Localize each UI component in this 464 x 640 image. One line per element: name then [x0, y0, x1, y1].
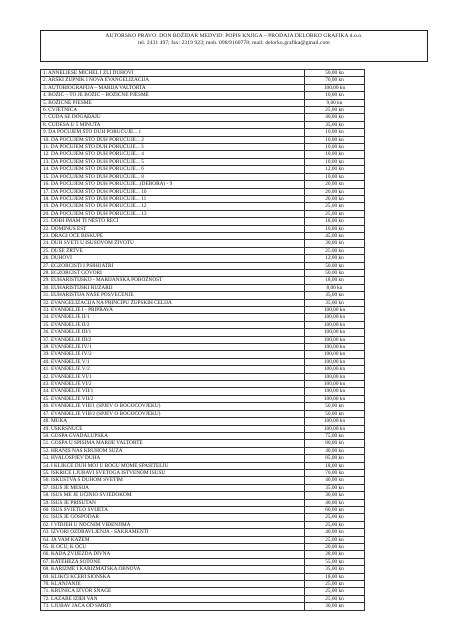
book-price: 100,00 kn	[305, 418, 365, 425]
book-price: 40,00 kn	[305, 447, 365, 454]
book-title: 16. DA POČUJEM ŠTO DUH PORUČUJE...(DEBORA) - 9	[41, 181, 305, 188]
book-title: 12. DA POČUJEM ŠTO DUH PORUČUJE... 4	[41, 151, 305, 158]
book-title: 38. EVANĐELJE IV/1	[41, 344, 305, 351]
book-price: 20,00 kn	[305, 188, 365, 195]
book-price: 25,00 kn	[305, 588, 365, 595]
book-price: 100,00 kn	[305, 373, 365, 380]
table-row	[41, 366, 365, 373]
table-row	[41, 455, 365, 462]
book-price: 55,00 kn	[305, 558, 365, 565]
book-price: 70,00 kn	[305, 77, 365, 84]
book-price: 100,00 kn	[305, 366, 365, 373]
book-title: 36. EVANĐELJE III/1	[41, 329, 305, 336]
book-title: 42. EVANĐELJE VI/1	[41, 373, 305, 380]
book-price: 16,00 kn	[305, 225, 365, 232]
table-row	[41, 321, 365, 328]
table-row	[41, 329, 365, 336]
book-title: 64. JA VAM KAŽEM	[41, 536, 305, 543]
book-price: 45,00 kn	[305, 232, 365, 239]
book-title: 72. LAZARE IZIĐI VAN	[41, 595, 305, 602]
book-title: 6. CVJETNICA	[41, 107, 305, 114]
book-title: 67. KATEHEZA SOTONE	[41, 558, 305, 565]
book-title: 52. HRANIŠ NAS KRUHOM SUZA	[41, 447, 305, 454]
book-title: 18. DA POČUJEM ŠTO DUH PORUČUJE... 11	[41, 195, 305, 202]
table-row	[41, 129, 365, 136]
book-price: 10,00 kn	[305, 92, 365, 99]
table-row	[41, 181, 365, 188]
table-row	[41, 477, 365, 484]
table-row	[41, 595, 365, 602]
table-row	[41, 210, 365, 217]
book-title: 53. HVALOSPJEV DUHA	[41, 455, 305, 462]
book-price: 20,00 kn	[305, 181, 365, 188]
book-price: 100,00 kn	[305, 84, 365, 91]
book-price: 100,00 kn	[305, 321, 365, 328]
book-price: 30,00 kn	[305, 603, 365, 610]
table-row	[41, 255, 365, 262]
book-title: 34. EVANĐELJE II/1	[41, 314, 305, 321]
book-price: 35,00 kn	[305, 292, 365, 299]
book-price: 25,00 kn	[305, 247, 365, 254]
book-title: 73. LJUBAV JAČA OD SMRTI	[41, 603, 305, 610]
book-price: 100,00 kn	[305, 425, 365, 432]
book-title: 32. EVANGELIZACIJA NA PRINCIPU ŽUPSKIH ĆELIJA	[41, 299, 305, 306]
table-row	[41, 395, 365, 402]
book-title: 35. EVANĐELJE II/2	[41, 321, 305, 328]
table-row	[41, 566, 365, 573]
book-price: 75,00 kn	[305, 432, 365, 439]
book-title: 46. EVANĐELJE VIII/1 (SPJEV O BOGOČOVJEKU)	[41, 403, 305, 410]
table-row	[41, 492, 365, 499]
table-row	[41, 240, 365, 247]
table-row	[41, 573, 365, 580]
book-title: 17. DA POČUJEM ŠTO DUH PORUČUJE... 10	[41, 188, 305, 195]
book-title: 4. BOŽIĆ – TO JE BOŽIĆ – BOŽIĆNE PJESME	[41, 92, 305, 99]
table-row	[41, 225, 365, 232]
book-price: 10,00 kn	[305, 129, 365, 136]
book-title: 33. EVANĐELJE I - PRIPRAVA	[41, 307, 305, 314]
book-price: 100,00 kn	[305, 395, 365, 402]
book-title: 1. ANNELIESE MICHEL I ZLI DUHOVI	[41, 70, 305, 77]
book-price: 25,00 kn	[305, 521, 365, 528]
book-title: 71. KRUNICA IZVOR SNAGE	[41, 588, 305, 595]
book-price: 70,00 kn	[305, 469, 365, 476]
header-contact-line: tel. 2431 497; fax: 2319 923; mob. 098/9160778; mail: delorko.grafika@gmail.com	[138, 40, 330, 47]
book-title: 59. ISUS JE PRISUTAN	[41, 499, 305, 506]
table-row	[41, 218, 365, 225]
book-title: 8. ČUDESA U 5 MINUTA	[41, 121, 305, 128]
table-row	[41, 469, 365, 476]
book-title: 5. BOŽIĆNE PJESME	[41, 99, 305, 106]
book-price: 25,00 kn	[305, 536, 365, 543]
table-row	[41, 84, 365, 91]
table-row	[41, 151, 365, 158]
book-price: 25,00 kn	[305, 514, 365, 521]
book-price: 100,00 kn	[305, 307, 365, 314]
table-row	[41, 292, 365, 299]
book-price: 100,00 kn	[305, 314, 365, 321]
book-price: 40,00 kn	[305, 499, 365, 506]
table-row	[41, 440, 365, 447]
book-price: 25,00 kn	[305, 595, 365, 602]
table-row	[41, 603, 365, 610]
book-title: 29. EUHARISTIJSKO - MARIJANSKA POBOŽNOST	[41, 277, 305, 284]
table-row	[41, 410, 365, 417]
book-price: 10,00 kn	[305, 158, 365, 165]
table-row	[41, 107, 365, 114]
book-title: 56. ISKUSTVA S DUHOM SVETIM	[41, 477, 305, 484]
book-title: 62. I VIDJEH U NOĆNIM VIĐENJIMA	[41, 521, 305, 528]
book-price: 20,00 kn	[305, 195, 365, 202]
book-title: 20. DA POČUJEM ŠTO DUH PORUČUJE... 13	[41, 210, 305, 217]
table-row	[41, 462, 365, 469]
book-title: 69. KLIKĆI KĆERI SIONSKA	[41, 573, 305, 580]
book-price: 8,00 kn	[305, 284, 365, 291]
book-price: 30,00 kn	[305, 492, 365, 499]
book-title: 51. GOSPA U SPISIMA MARIJE VALTORTE	[41, 440, 305, 447]
book-title: 65. K OCU, K OCU	[41, 544, 305, 551]
table-row	[41, 418, 365, 425]
book-title: 70. KLANJANJE	[41, 581, 305, 588]
table-row	[41, 499, 365, 506]
book-price: 35,00 kn	[305, 484, 365, 491]
table-row	[41, 70, 365, 77]
book-title: 61. ISUS JE GOSPODAR	[41, 514, 305, 521]
table-row	[41, 581, 365, 588]
table-row	[41, 536, 365, 543]
table-row	[41, 195, 365, 202]
book-title: 24. DUH SVETI U ISUSOVOM ŽIVOTU	[41, 240, 305, 247]
book-price: 100,00 kn	[305, 381, 365, 388]
table-row	[41, 403, 365, 410]
table-row	[41, 232, 365, 239]
book-price: 100,00 kn	[305, 336, 365, 343]
book-title: 9. DA POČUJEM ŠTO DUH PORUČUJE... 1	[41, 129, 305, 136]
book-title: 25. DUŠE ŽRTVE	[41, 247, 305, 254]
book-price: 25,00 kn	[305, 581, 365, 588]
book-title: 2. ARŠKI ŽUPNIK I NOVA EVANGELIZACIJA	[41, 77, 305, 84]
book-price: 40,00 kn	[305, 477, 365, 484]
book-price: 50,00 kn	[305, 70, 365, 77]
book-title: 3. AUTOBIOGRAFIJA – MARIJA VALTORTA	[41, 84, 305, 91]
book-price: 35,00 kn	[305, 299, 365, 306]
book-title: 48. MUKA	[41, 418, 305, 425]
book-title: 60. ISUS SVJETLO SVIJETA	[41, 506, 305, 513]
book-price: 85,00 kn	[305, 455, 365, 462]
book-price: 30,00 kn	[305, 240, 365, 247]
table-row	[41, 299, 365, 306]
table-row	[41, 203, 365, 210]
book-price: 50,00 kn	[305, 262, 365, 269]
table-row	[41, 484, 365, 491]
book-title: 49. USKRSNUĆE	[41, 425, 305, 432]
book-price: 9,00 kn	[305, 99, 365, 106]
book-title: 43. EVANĐELJE VI/2	[41, 381, 305, 388]
book-title: 37. EVANĐELJE III/2	[41, 336, 305, 343]
book-title: 15. DA POČUJEM ŠTO DUH PORUČUJE... 8	[41, 173, 305, 180]
table-row	[41, 99, 365, 106]
table-row	[41, 314, 365, 321]
book-price: 10,00 kn	[305, 136, 365, 143]
table-row	[41, 558, 365, 565]
table-row	[41, 158, 365, 165]
book-price-table	[40, 69, 365, 611]
table-row	[41, 551, 365, 558]
book-price: 60,00 kn	[305, 506, 365, 513]
book-price: 25,00 kn	[305, 210, 365, 217]
book-title: 10. DA POČUJEM ŠTO DUH PORUČUJE... 2	[41, 136, 305, 143]
table-row	[41, 447, 365, 454]
book-price: 18,00 kn	[305, 277, 365, 284]
book-price-rows	[41, 70, 365, 611]
table-row	[41, 136, 365, 143]
book-title: 55. ISKRICE LJUBAVI SVETOGA ISTVENOM ISUSU	[41, 469, 305, 476]
book-price: 80,00 kn	[305, 440, 365, 447]
table-row	[41, 284, 365, 291]
table-row	[41, 92, 365, 99]
table-row	[41, 381, 365, 388]
table-row	[41, 521, 365, 528]
book-price: 40,00 kn	[305, 529, 365, 536]
table-row	[41, 425, 365, 432]
book-title: 13. DA POČUJEM ŠTO DUH PORUČUJE... 5	[41, 158, 305, 165]
table-row	[41, 121, 365, 128]
book-price: 50,00 kn	[305, 269, 365, 276]
document-header	[40, 30, 428, 62]
book-title: 14. DA POČUJEM ŠTO DUH PORUČUJE... 6	[41, 166, 305, 173]
book-title: 45. EVANĐELJE VII/2	[41, 395, 305, 402]
book-price: 12,00 kn	[305, 255, 365, 262]
book-price: 25,00 kn	[305, 203, 365, 210]
table-row	[41, 262, 365, 269]
book-title: 7. ČUDA SE DOGAĐAJU	[41, 114, 305, 121]
book-title: 68. KARIZME I KARIZMATSKA OBNOVA	[41, 566, 305, 573]
table-row	[41, 388, 365, 395]
book-price: 50,00 kn	[305, 403, 365, 410]
book-title: 19. DA POČUJEM ŠTO DUH PORUČUJE... 12	[41, 203, 305, 210]
table-row	[41, 166, 365, 173]
book-title: 66. KADA ZVIJEZDA DIVNA	[41, 551, 305, 558]
table-row	[41, 529, 365, 536]
book-title: 30. EUHARISTIJSKI RUŽARIJ	[41, 284, 305, 291]
book-title: 57. ISUS JE MESIJA	[41, 484, 305, 491]
book-price: 50,00 kn	[305, 410, 365, 417]
book-title: 47. EVANĐELJE VIII/2 (SPJEV O BOGOČOVJEKU)	[41, 410, 305, 417]
book-title: 58. ISUS ME JE UČINIO SVJEDOKOM	[41, 492, 305, 499]
table-row	[41, 173, 365, 180]
table-row	[41, 247, 365, 254]
book-price: 18,00 kn	[305, 573, 365, 580]
table-row	[41, 77, 365, 84]
table-row	[41, 336, 365, 343]
book-price: 35,00 kn	[305, 121, 365, 128]
book-title: 11. DA POČUJEM ŠTO DUH PORUČUJE... 3	[41, 144, 305, 151]
table-row	[41, 188, 365, 195]
table-row	[41, 351, 365, 358]
book-title: 40. EVANĐELJE V/1	[41, 358, 305, 365]
book-title: 26. DUHOVI	[41, 255, 305, 262]
table-row	[41, 277, 365, 284]
book-price: 18,00 kn	[305, 462, 365, 469]
book-price: 35,00 kn	[305, 566, 365, 573]
table-row	[41, 588, 365, 595]
book-price: 10,00 kn	[305, 151, 365, 158]
book-title: 63. IZVORI OZDRAVLJENJA - SAKRAMENTI	[41, 529, 305, 536]
table-row	[41, 358, 365, 365]
table-row	[41, 269, 365, 276]
book-title: 28. EGZORCIST GOVORI	[41, 269, 305, 276]
table-row	[41, 344, 365, 351]
table-row	[41, 307, 365, 314]
table-row	[41, 506, 365, 513]
book-title: 41. EVANĐELJE V/2	[41, 366, 305, 373]
header-copyright-line: AUTORSKO PRAVO: DON BOŽIDAR MEDVID: POPIS KNJIGA – PRODAJA DELORKO GRAFIKA d.o.o.	[105, 33, 363, 39]
book-title: 23. DRAGI OČE BISKUPE	[41, 232, 305, 239]
book-price: 100,00 kn	[305, 344, 365, 351]
book-price: 20,00 kn	[305, 544, 365, 551]
table-row	[41, 514, 365, 521]
book-price: 100,00 kn	[305, 388, 365, 395]
book-title: 21. DOĐI IMAM TI NEŠTO REĆI	[41, 218, 305, 225]
book-price: 12,00 kn	[305, 166, 365, 173]
book-price: 100,00 kn	[305, 351, 365, 358]
book-price: 18,00 kn	[305, 218, 365, 225]
table-row	[41, 114, 365, 121]
book-title: 27. EGZORCISTI I PSIHIJATRI	[41, 262, 305, 269]
table-row	[41, 373, 365, 380]
table-row	[41, 544, 365, 551]
table-row	[41, 432, 365, 439]
book-price: 25,00 kn	[305, 107, 365, 114]
book-price: 28,00 kn	[305, 551, 365, 558]
table-row	[41, 144, 365, 151]
book-price: 10,00 kn	[305, 173, 365, 180]
book-title: 50. GOSPA GVADALUPSKA	[41, 432, 305, 439]
book-title: 31. EUHARISTIJA NAŠE POSVEĆENJE	[41, 292, 305, 299]
book-price: 10,00 kn	[305, 144, 365, 151]
book-title: 54. I KLIKĆE DUH MOJ U BOGU MOME SPASITELJU	[41, 462, 305, 469]
book-title: 39. EVANĐELJE IV/2	[41, 351, 305, 358]
book-title: 44. EVANĐELJE VII/1	[41, 388, 305, 395]
book-title: 22. DOMINUS EST	[41, 225, 305, 232]
book-price: 100,00 kn	[305, 329, 365, 336]
book-price: 40,00 kn	[305, 114, 365, 121]
book-price: 100,00 kn	[305, 358, 365, 365]
